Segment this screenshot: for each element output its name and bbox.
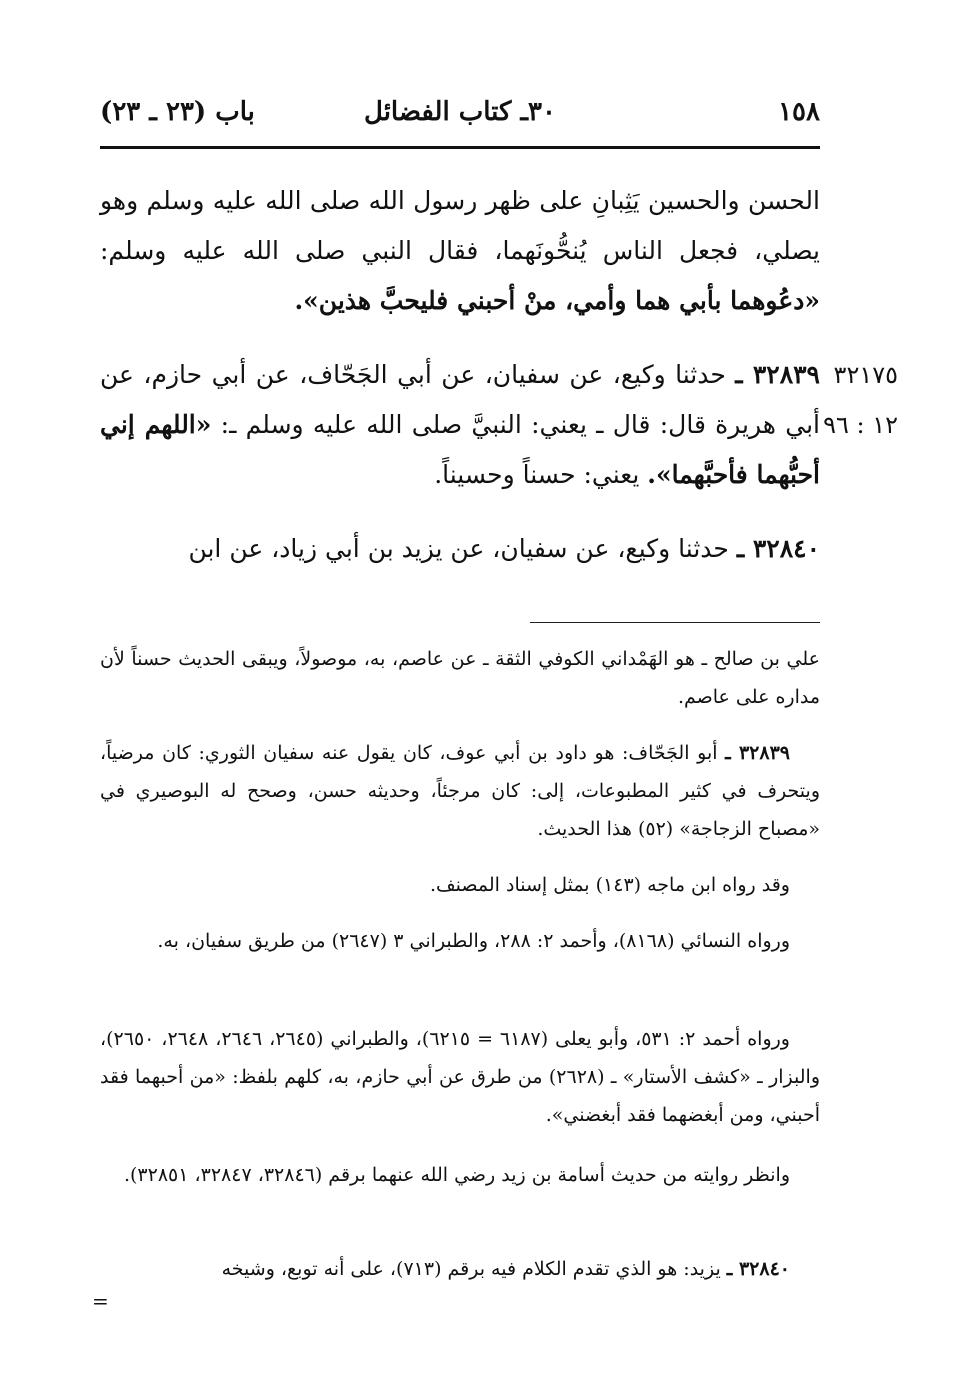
chapter-label: باب (٢٣ ـ ٢٣)	[100, 97, 255, 127]
footnote-32839	[100, 734, 820, 848]
hadith-quote: «دعُوهما بأبي هما وأمي، منْ أحبني فليحبَّ هذين».	[294, 286, 820, 315]
hadith-chain: حدثنا وكيع، عن سفيان، عن أبي الجَحّاف، عن أبي حازم، عن أبي هريرة قال: قال ـ يعني: النبيَّ صلى الله عليه وسلم ـ:	[100, 360, 820, 439]
footnote-number: ٣٢٨٤٠ ـ	[726, 1258, 790, 1280]
book-title: ٣٠ـ كتاب الفضائل	[364, 97, 556, 127]
footnote-paragraph	[100, 1156, 820, 1194]
footnote-paragraph	[100, 922, 820, 960]
hadith-paragraph-continued	[100, 176, 820, 326]
footnote-text: أبو الجَحّاف: هو داود بن أبي عوف، كان يقول عنه سفيان الثوري: كان مرضياً، ويتحرف في كثير المطبوعات، إلى: كان مرجئاً، وحديثه حسن، وصحح له البوصيري في «مصباح الزجاجة» (٥٢) هذا الحديث.	[100, 742, 820, 840]
footnote-text: وقد رواه ابن ماجه (١٤٣) بمثل إسناد المصنف.	[429, 874, 790, 896]
hadith-paragraph-32840	[100, 524, 820, 574]
footnote-text: وانظر روايته من حديث أسامة بن زيد رضي الله عنهما برقم (٣٢٨٤٦، ٣٢٨٤٧، ٣٢٨٥١).	[123, 1164, 790, 1186]
hadith-quote: «اللهم إني أحبُّهما فأحبَّهما».	[100, 410, 820, 489]
footnote-text: يزيد: هو الذي تقدم الكلام فيه برقم (٧١٣)، على أنه توبع، وشيخه	[221, 1258, 721, 1280]
footnote-paragraph	[100, 866, 820, 904]
footnote-paragraph	[100, 1020, 820, 1134]
hadith-number: ٣٢٨٤٠ ـ	[736, 534, 820, 563]
hadith-paragraph-32839	[100, 350, 820, 500]
footnote-continued: علي بن صالح ـ هو الهَمْداني الكوفي الثقة ـ عن عاصم، به، موصولاً، ويبقى الحديث حسناً لأن مداره على عاصم.	[100, 648, 820, 708]
footnote-number: ٣٢٨٣٩ ـ	[725, 742, 790, 764]
margin-reference-number: ٣٢١٧٥	[833, 361, 898, 389]
hadith-text: الحسن والحسين يَثِبانِ على ظهر رسول الله صلى الله عليه وسلم وهو يصلي، فجعل الناس يُنحُّونَهما، فقال النبي صلى الله عليه وسلم:	[100, 186, 820, 265]
hadith-number: ٣٢٨٣٩ ـ	[735, 360, 820, 389]
footnote-text: ورواه النسائي (٨١٦٨)، وأحمد ٢: ٢٨٨، والطبراني ٣ (٢٦٤٧) من طريق سفيان، به.	[157, 930, 790, 952]
footnote-32840	[100, 1250, 820, 1288]
running-header	[100, 92, 820, 132]
hadith-chain: حدثنا وكيع، عن سفيان، عن يزيد بن أبي زياد، عن ابن	[188, 534, 729, 563]
continuation-mark: =	[92, 1289, 109, 1313]
footnote-text: ورواه أحمد ٢: ٥٣١، وأبو يعلى (٦١٨٧ = ٦٢١٥)، والطبراني (٢٦٤٥، ٢٦٤٦، ٢٦٤٨، ٢٦٥٠)، والبزار ـ «كشف الأستار» ـ (٢٦٢٨) من طرق عن أبي حازم، به، كلهم بلفظ: «من أحبهما فقد أحبني، ومن أبغضهما فقد أبغضني».	[100, 1028, 820, 1126]
page-number: ١٥٨	[778, 97, 820, 127]
header-divider	[100, 146, 820, 149]
footnote-separator	[530, 622, 820, 623]
hadith-tail: يعني: حسناً وحسيناً.	[434, 460, 640, 489]
margin-reference-volume-page: ١٢ : ٩٦	[823, 411, 898, 439]
